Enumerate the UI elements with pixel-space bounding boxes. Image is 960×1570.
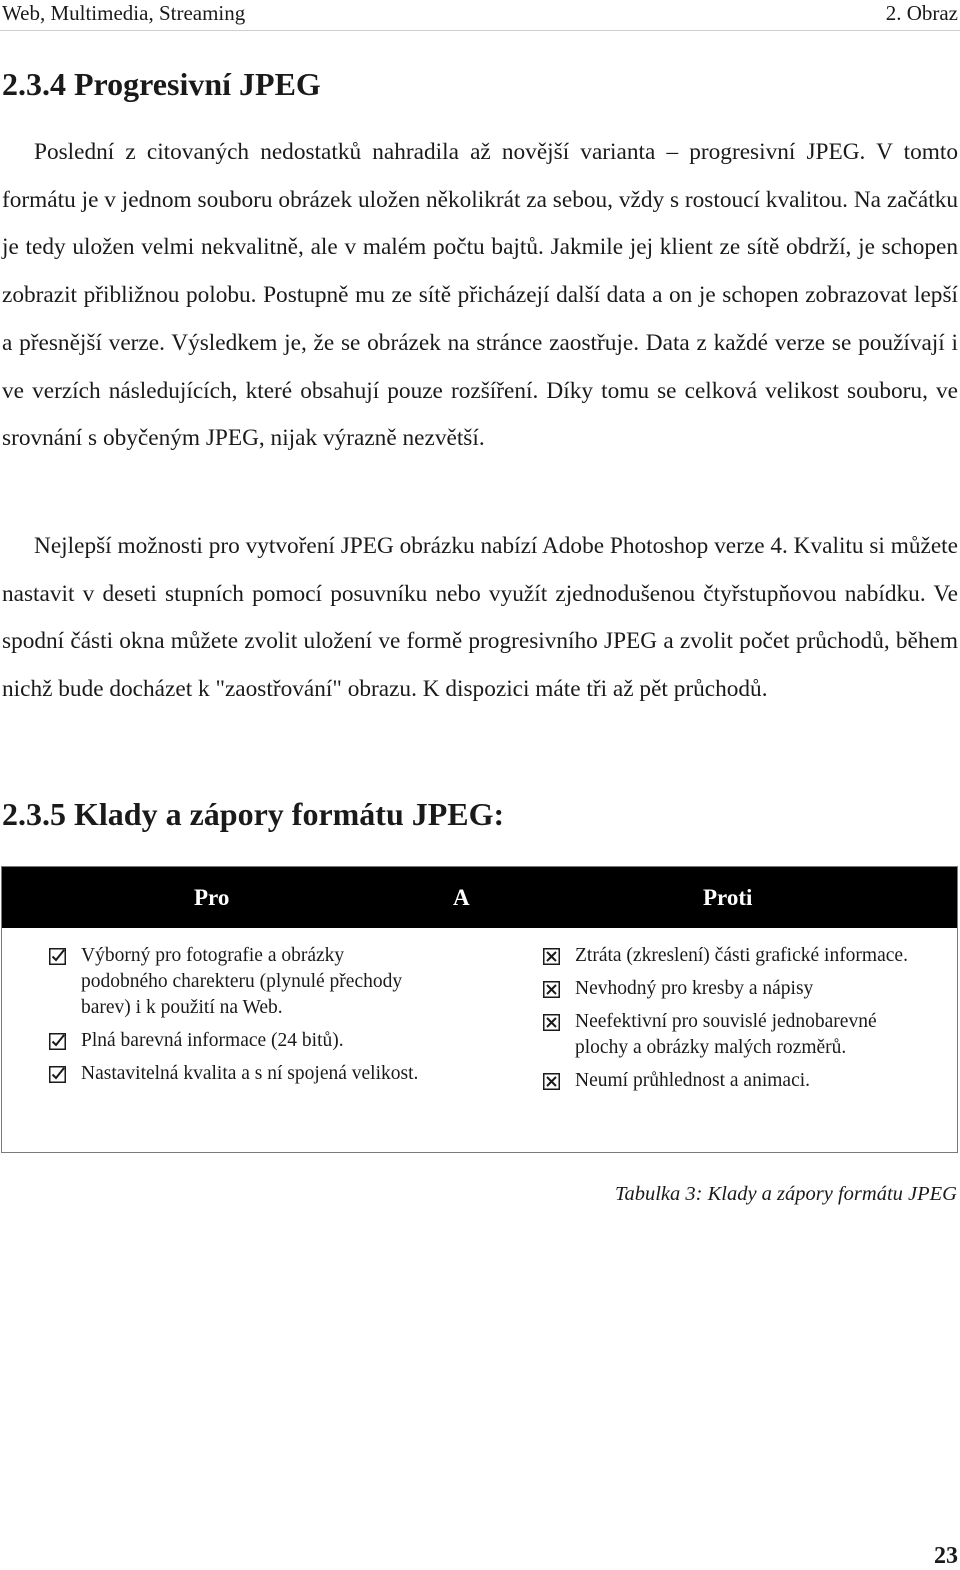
- con-text: Neefektivní pro souvislé jednobarevné plochy a obrázky malých rozměrů.: [575, 1011, 877, 1058]
- list-item: [543, 943, 923, 969]
- page-number: 23: [934, 1543, 958, 1569]
- header-proti: Proti: [703, 885, 753, 910]
- section-title-progressive-jpeg: 2.3.4 Progresivní JPEG: [2, 66, 321, 102]
- paragraph: Nejlepší možnosti pro vytvoření JPEG obrázku nabízí Adobe Photoshop verze 4. Kvalitu si můžete nastavit v deseti stupních pomocí posuvníku nebo využít zjednodušenou čtyřstupňovou nabídku. Ve spodní části okna můžete zvolit uložení ve formě progresivního JPEG a zvolit počet průchodů, během nichž bude docházet k "zaostřování" obrazu. K dispozici máte tři až pět průchodů.: [2, 533, 958, 703]
- list-item: [49, 1028, 429, 1054]
- header-book-title: Web, Multimedia, Streaming: [2, 1, 246, 25]
- cons-list: [543, 943, 923, 1101]
- pros-list: [49, 943, 429, 1094]
- paragraph: Poslední z citovaných nedostatků nahradila až novější varianta – progresivní JPEG. V tomto formátu je v jednom souboru obrázek uložen několikrát za sebou, vždy s rostoucí kvalitou. Na začátku je tedy uložen velmi nekvalitně, ale v malém počtu bajtů. Jakmile jej klient ze sítě obdrží, je schopen zobrazit přibližnou polobu. Postupně mu ze sítě přicházejí další data a on je schopen zobrazovat lepší a přesnější verze. Výsledkem je, že se obrázek na stránce zaostřuje. Data z každé verze se používají i ve verzích následujících, které obsahují pouze rozšíření. Díky tomu se celková velikost souboru, ve srovnání s obyčeným JPEG, nijak výrazně nezvětší.: [2, 139, 958, 452]
- section-title-pros-cons: 2.3.5 Klady a zápory formátu JPEG:: [2, 796, 505, 832]
- pros-cons-table: [1, 866, 958, 1153]
- pro-text: Výborný pro fotografie a obrázky podobného charekteru (plynulé přechody barev) i k použití na Web.: [81, 945, 403, 1018]
- header-chapter: 2. Obraz: [885, 1, 958, 25]
- list-item: [49, 1061, 429, 1087]
- list-item: [49, 943, 429, 1021]
- list-item: [543, 1068, 923, 1094]
- list-item: [543, 976, 923, 1002]
- checkbox-checked-icon: [49, 948, 66, 965]
- list-item: [543, 1009, 923, 1061]
- page-header: [0, 0, 960, 31]
- header-pro: Pro: [194, 885, 230, 910]
- pro-text: Plná barevná informace (24 bitů).: [81, 1030, 344, 1051]
- checkbox-checked-icon: [49, 1033, 66, 1050]
- checkbox-crossed-icon: [543, 948, 560, 965]
- con-text: Nevhodný pro kresby a nápisy: [575, 978, 814, 999]
- con-text: Ztráta (zkreslení) části grafické informace.: [575, 945, 908, 966]
- checkbox-crossed-icon: [543, 1014, 560, 1031]
- pros-cons-header: [2, 867, 957, 928]
- con-text: Neumí průhlednost a animaci.: [575, 1070, 811, 1091]
- pro-text: Nastavitelná kvalita a s ní spojená velikost.: [81, 1063, 419, 1084]
- checkbox-crossed-icon: [543, 1073, 560, 1090]
- table-caption: Tabulka 3: Klady a zápory formátu JPEG: [614, 1183, 957, 1205]
- checkbox-checked-icon: [49, 1066, 66, 1083]
- header-a: A: [453, 885, 470, 910]
- checkbox-crossed-icon: [543, 981, 560, 998]
